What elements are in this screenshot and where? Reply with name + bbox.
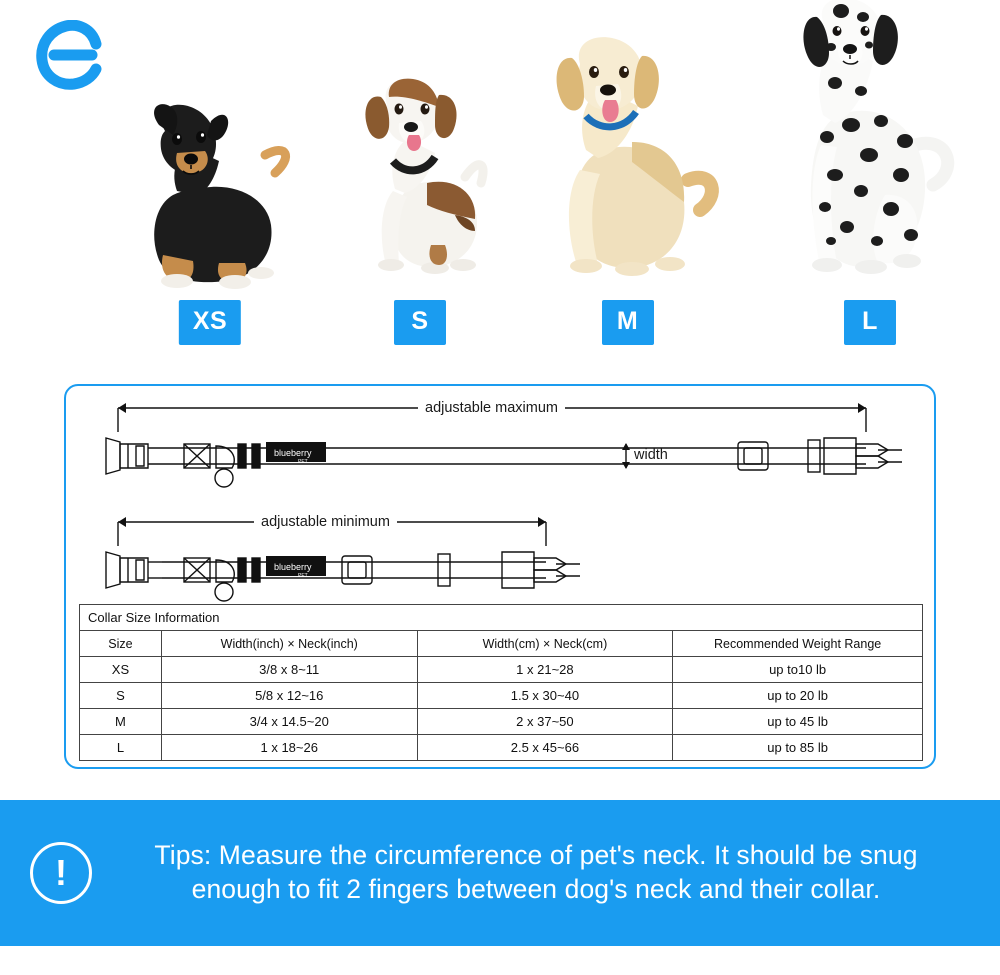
header-size: Size [80,631,162,657]
cell-size: M [80,709,162,735]
dog-cell-s [325,0,515,355]
dog-cell-xs [110,0,310,355]
width-label: width [634,447,668,463]
exclamation-circle-icon [30,842,92,904]
svg-text:PET: PET [298,573,308,579]
dog-cell-m [520,0,735,355]
svg-text:blueberry: blueberry [274,562,312,572]
collar-diagrams [66,386,934,606]
blueberry-e-logo [34,20,106,90]
header-cm: Width(cm) × Neck(cm) [417,631,673,657]
dalmatian-photo [765,0,975,295]
table-row [80,657,923,683]
dog-sizes-row [110,0,990,355]
dog-cell-l [750,0,990,355]
cell-size: L [80,735,162,761]
collar-diagram-panel [64,384,936,769]
size-badge-xs: XS [179,300,241,345]
cell-weight: up to 85 lb [673,735,923,761]
cell-weight: up to 20 lb [673,683,923,709]
beagle-photo [335,65,505,295]
brand-logo [34,20,106,90]
header-inch: Width(inch) × Neck(inch) [161,631,417,657]
cell-cm: 1.5 x 30~40 [417,683,673,709]
cell-size: XS [80,657,162,683]
table-row [80,709,923,735]
size-badge-s: S [394,300,446,345]
tips-text [92,839,1000,907]
collar-size-table [79,604,923,761]
cell-cm: 2 x 37~50 [417,709,673,735]
tips-banner [0,800,1000,946]
table-row [80,683,923,709]
svg-text:PET: PET [298,459,308,465]
cell-inch: 5/8 x 12~16 [161,683,417,709]
cell-cm: 1 x 21~28 [417,657,673,683]
bottom-spacer [0,946,1000,975]
header-weight: Recommended Weight Range [673,631,923,657]
size-badge-l: L [844,300,896,345]
adjustable-maximum-label: adjustable maximum [418,400,565,416]
table-caption-row [80,605,923,631]
table-header-row [80,631,923,657]
tips-line-1: Tips: Measure the circumference of pet's neck. It should be snug [154,840,918,871]
golden-retriever-photo [528,30,728,295]
adjustable-minimum-label: adjustable minimum [254,514,397,530]
svg-text:blueberry: blueberry [274,448,312,458]
cell-size: S [80,683,162,709]
cell-cm: 2.5 x 45~66 [417,735,673,761]
table-caption: Collar Size Information [80,605,923,631]
cell-inch: 1 x 18~26 [161,735,417,761]
cell-weight: up to 45 lb [673,709,923,735]
cell-inch: 3/4 x 14.5~20 [161,709,417,735]
cell-weight: up to10 lb [673,657,923,683]
table-row [80,735,923,761]
tips-line-2: enough to fit 2 fingers between dog's neck and their collar. [191,874,881,904]
puppy-photo [115,95,305,295]
size-badge-m: M [602,300,654,345]
exclamation-mark: ! [55,852,67,893]
cell-inch: 3/8 x 8~11 [161,657,417,683]
